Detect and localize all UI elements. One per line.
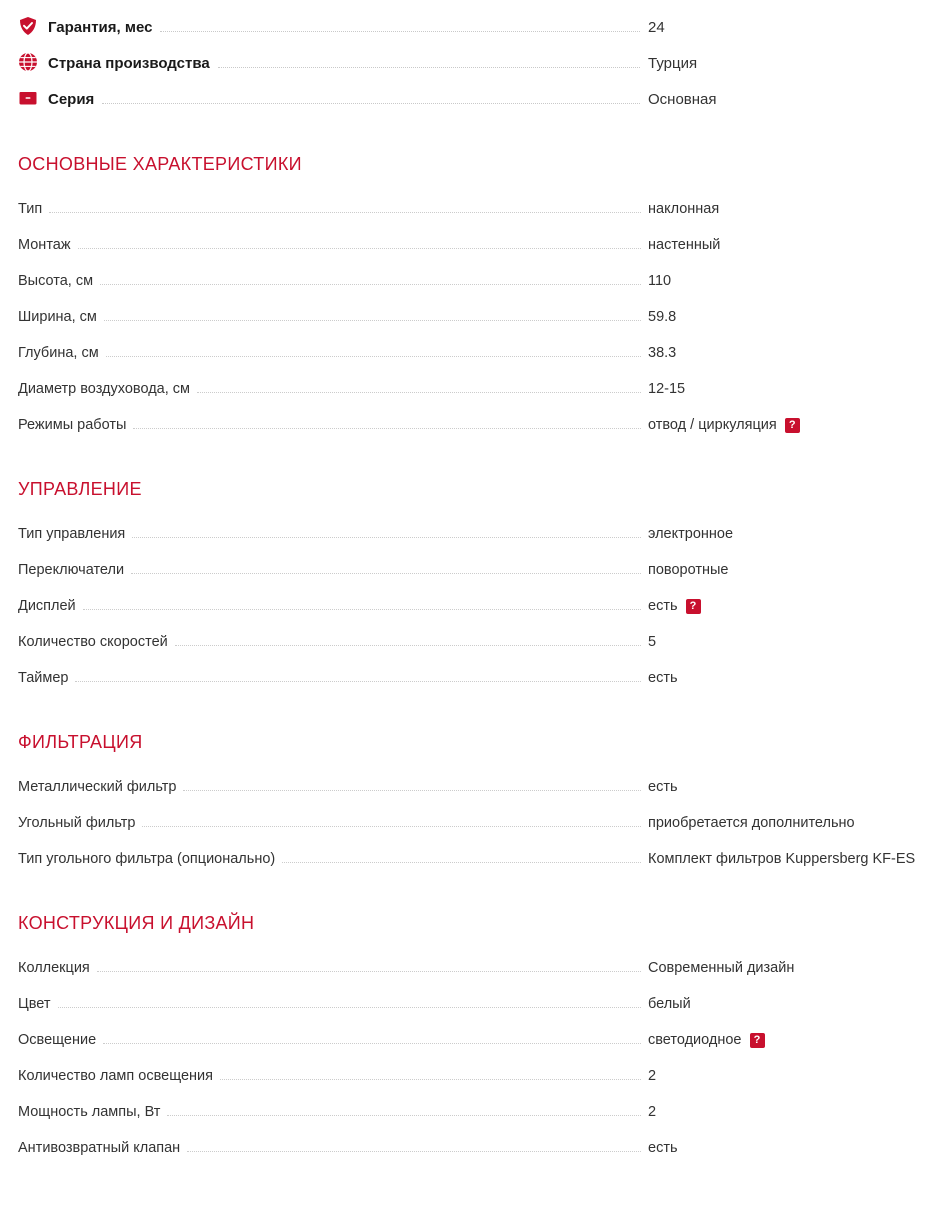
spec-value: [648, 562, 944, 578]
spec-name: Переключатели: [18, 562, 125, 578]
shield-icon: [18, 16, 38, 36]
dot-leader: [49, 212, 641, 213]
section-title: ФИЛЬТРАЦИЯ: [18, 732, 143, 752]
section-title: ОСНОВНЫЕ ХАРАКТЕРИСТИКИ: [18, 154, 302, 174]
spec-name: Коллекция: [18, 960, 90, 976]
spec-name: Монтаж: [18, 237, 71, 253]
spec-value: [648, 201, 944, 217]
dot-leader: [218, 67, 640, 68]
dot-leader: [133, 428, 641, 429]
spec-name: Тип управления: [18, 526, 126, 542]
section-rows: [0, 960, 944, 1176]
spec-value: [648, 851, 944, 867]
dot-leader: [183, 790, 641, 791]
section-rows: [0, 526, 944, 706]
section-rows: [0, 779, 944, 887]
spec-value: [648, 381, 944, 397]
dot-leader: [142, 826, 641, 827]
spec-value-text: 5: [648, 634, 657, 650]
highlighted-spec-name: Гарантия, мес: [48, 19, 153, 36]
spec-name: Режимы работы: [18, 417, 127, 433]
spec-row: [0, 1068, 944, 1104]
spec-value-text: есть: [648, 779, 678, 795]
spec-name: Ширина, см: [18, 309, 97, 325]
spec-value: [648, 634, 944, 650]
highlighted-spec-name: Страна производства: [48, 55, 210, 72]
highlighted-spec-row: [0, 84, 944, 120]
spec-value: [648, 417, 944, 433]
spec-name: Освещение: [18, 1032, 97, 1048]
highlighted-spec-row: [0, 12, 944, 48]
spec-row: [0, 815, 944, 851]
spec-row: [0, 996, 944, 1032]
highlighted-spec-name: Серия: [48, 91, 95, 108]
spec-row: [0, 1032, 944, 1068]
spec-value: [648, 815, 944, 831]
spec-name: Тип: [18, 201, 43, 217]
spec-value-text: 59.8: [648, 309, 677, 325]
spec-value-text: поворотные: [648, 562, 729, 578]
spec-name: Количество скоростей: [18, 634, 168, 650]
help-icon[interactable]: ?: [750, 1033, 765, 1048]
spec-name: Цвет: [18, 996, 51, 1012]
spec-value: [648, 526, 944, 542]
spec-value: [648, 996, 944, 1012]
spec-value: [648, 670, 944, 686]
spec-row: [0, 345, 944, 381]
spec-value-text: наклонная: [648, 201, 720, 217]
spec-name: Угольный фильтр: [18, 815, 136, 831]
highlighted-specs: [0, 0, 944, 120]
spec-value-text: электронное: [648, 526, 734, 542]
spec-row: [0, 417, 944, 453]
spec-value: [648, 1140, 944, 1156]
dot-leader: [83, 609, 641, 610]
dot-leader: [78, 248, 641, 249]
help-icon[interactable]: ?: [686, 599, 701, 614]
dot-leader: [282, 862, 641, 863]
dot-leader: [187, 1151, 641, 1152]
spec-name: Мощность лампы, Вт: [18, 1104, 161, 1120]
spec-row: [0, 273, 944, 309]
spec-name: Глубина, см: [18, 345, 99, 361]
spec-row: [0, 1104, 944, 1140]
spec-value: [648, 1032, 944, 1048]
dot-leader: [104, 320, 641, 321]
dot-leader: [102, 103, 640, 104]
spec-row: [0, 237, 944, 273]
spec-name: Количество ламп освещения: [18, 1068, 213, 1084]
spec-value: [648, 598, 944, 614]
spec-value-text: 12-15: [648, 381, 686, 397]
spec-name: Антивозвратный клапан: [18, 1140, 181, 1156]
spec-row: [0, 960, 944, 996]
spec-value-text: Комплект фильтров Kuppersberg KF-ES: [648, 851, 916, 867]
spec-value: [648, 309, 944, 325]
spec-row: [0, 598, 944, 634]
section-rows: [0, 201, 944, 453]
dot-leader: [160, 31, 640, 32]
spec-row: [0, 562, 944, 598]
spec-value-text: есть: [648, 670, 678, 686]
help-icon[interactable]: ?: [785, 418, 800, 433]
spec-row: [0, 526, 944, 562]
spec-row: [0, 309, 944, 345]
dot-leader: [220, 1079, 641, 1080]
spec-value-text: настенный: [648, 237, 721, 253]
spec-row: [0, 851, 944, 887]
spec-row: [0, 779, 944, 815]
dot-leader: [175, 645, 641, 646]
spec-value: [648, 960, 944, 976]
highlighted-spec-row: [0, 48, 944, 84]
spec-name: Таймер: [18, 670, 69, 686]
spec-value: [648, 345, 944, 361]
spec-value-text: 110: [648, 273, 672, 289]
spec-name: Тип угольного фильтра (опционально): [18, 851, 276, 867]
spec-value: [648, 273, 944, 289]
spec-value: [648, 1104, 944, 1120]
spec-value-text: Современный дизайн: [648, 960, 795, 976]
spec-name: Дисплей: [18, 598, 76, 614]
section-title: КОНСТРУКЦИЯ И ДИЗАЙН: [18, 913, 255, 933]
spec-row: [0, 201, 944, 237]
spec-row: [0, 381, 944, 417]
dot-leader: [131, 573, 641, 574]
dot-leader: [97, 971, 641, 972]
highlighted-spec-value: Турция: [648, 55, 698, 72]
spec-row: [0, 1140, 944, 1176]
spec-value-text: 2: [648, 1104, 657, 1120]
spec-value: [648, 1068, 944, 1084]
spec-value-text: 2: [648, 1068, 657, 1084]
spec-value-text: светодиодное: [648, 1032, 742, 1048]
dot-leader: [132, 537, 641, 538]
spec-value-text: белый: [648, 996, 691, 1012]
spec-row: [0, 670, 944, 706]
dot-leader: [106, 356, 641, 357]
dot-leader: [100, 284, 641, 285]
spec-name: Высота, см: [18, 273, 94, 289]
spec-value-text: есть: [648, 1140, 678, 1156]
dot-leader: [75, 681, 641, 682]
spec-value-text: приобретается дополнительно: [648, 815, 855, 831]
spec-value: [648, 779, 944, 795]
box-icon: [18, 88, 38, 108]
spec-row: [0, 634, 944, 670]
globe-icon: [18, 52, 38, 72]
section-title: УПРАВЛЕНИЕ: [18, 479, 142, 499]
highlighted-spec-value: 24: [648, 19, 665, 36]
spec-value-text: 38.3: [648, 345, 677, 361]
highlighted-spec-value: Основная: [648, 91, 717, 108]
dot-leader: [103, 1043, 641, 1044]
dot-leader: [197, 392, 641, 393]
dot-leader: [167, 1115, 641, 1116]
spec-value-text: отвод / циркуляция: [648, 417, 777, 433]
spec-name: Диаметр воздуховода, см: [18, 381, 190, 397]
spec-name: Металлический фильтр: [18, 779, 177, 795]
spec-value-text: есть: [648, 598, 678, 614]
spec-value: [648, 237, 944, 253]
dot-leader: [58, 1007, 642, 1008]
